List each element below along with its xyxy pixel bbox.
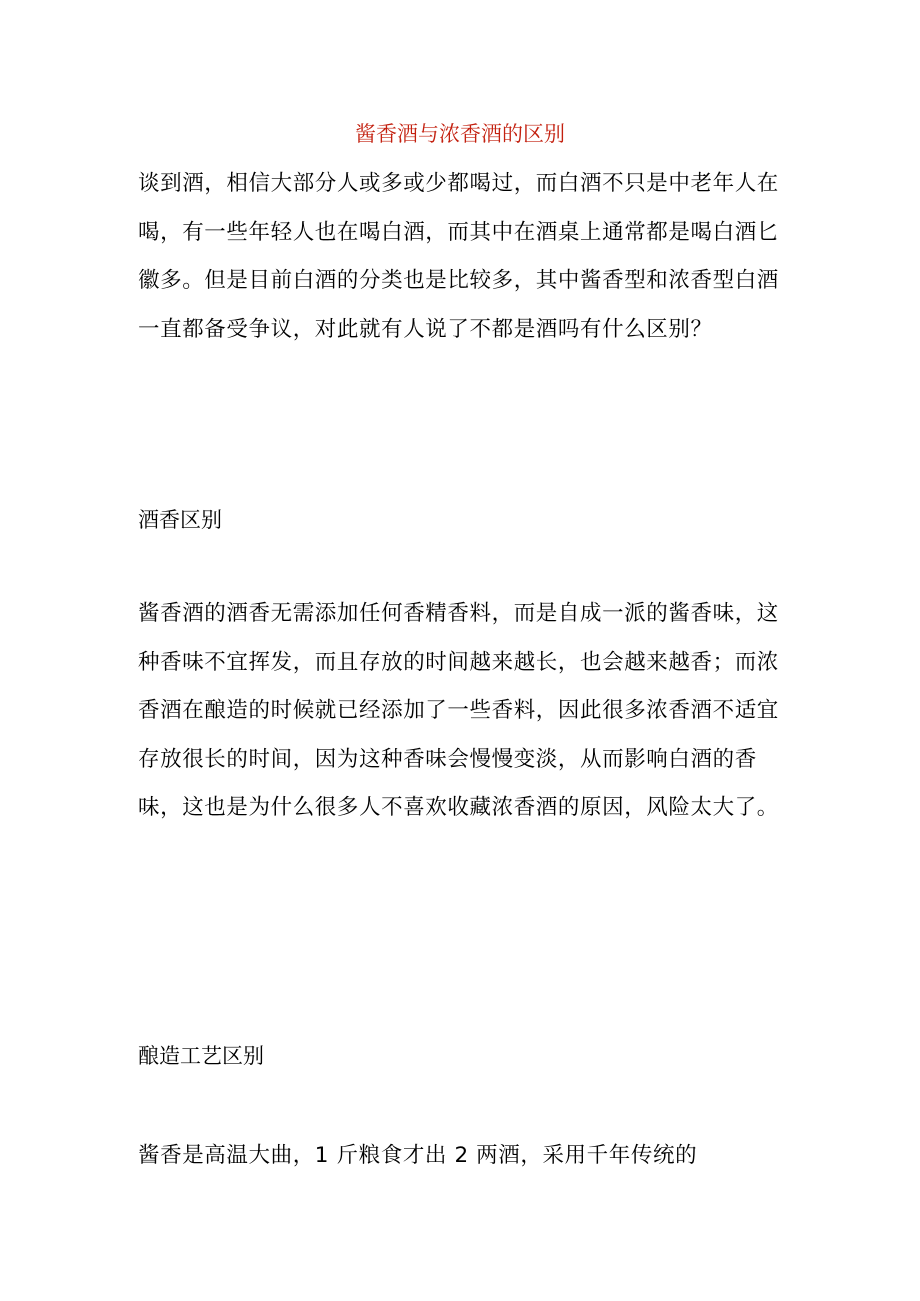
- section-body-aroma: 酱香酒的酒香无需添加任何香精香料，而是自成一派的酱香味，这种香味不宜挥发，而且存放的时间越来越长，也会越来越香；而浓香酒在酿造的时候就已经添加了一些香料，因此很多浓香酒不适宜存放很长的时间，因为这种香味会慢慢变淡，从而影响白酒的香味，这也是为什么很多人不喜欢收藏浓香酒的原因，风险太大了。: [138, 601, 779, 820]
- section-body-brewing: 酱香是高温大曲，1 斤粮食才出 2 两酒，采用千年传统的: [138, 1143, 698, 1168]
- section-heading-brewing: 酿造工艺区别: [138, 1044, 264, 1068]
- section-heading-aroma: 酒香区别: [138, 508, 222, 532]
- intro-paragraph: 谈到酒，相信大部分人或多或少都喝过，而白酒不只是中老年人在喝，有一些年轻人也在喝白酒，而其中在酒桌上通常都是喝白酒匕徽多。但是目前白酒的分类也是比较多，其中酱香型和浓香型白酒一直都备受争议，对此就有人说了不都是酒吗有什么区别？: [138, 171, 779, 342]
- document-title: 酱香酒与浓香酒的区别: [355, 122, 565, 146]
